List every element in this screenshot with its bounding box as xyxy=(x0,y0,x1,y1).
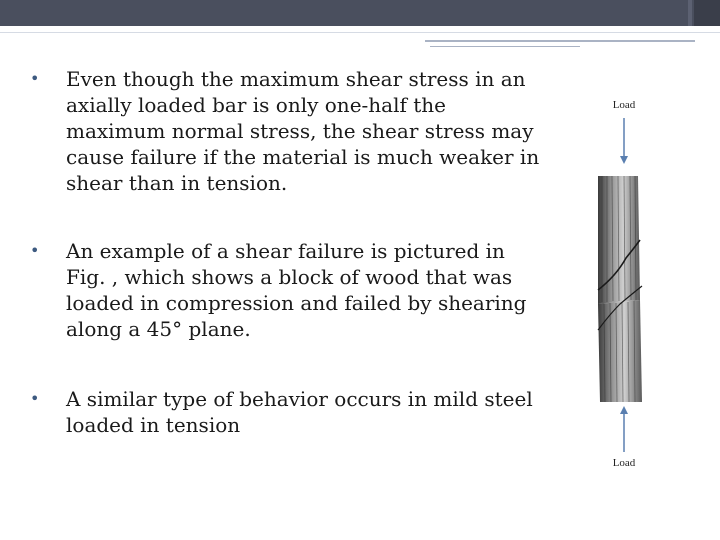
divider-accent-line xyxy=(425,40,695,42)
bullet-item xyxy=(30,386,550,438)
bullet-text: A similar type of behavior occurs in mild steel loaded in tension xyxy=(66,387,533,437)
bullet-item xyxy=(30,66,550,196)
title-bar-accent xyxy=(688,0,692,26)
bullet-icon: • xyxy=(30,389,40,408)
wood-block-figure xyxy=(580,90,680,480)
title-bar-corner xyxy=(694,0,720,26)
bullet-list xyxy=(30,66,550,438)
bullet-text: Even though the maximum shear stress in an axially loaded bar is only one-half the maximum normal stress, the shear stress may cause failure if the material is much weaker in shear than in tension. xyxy=(66,67,540,195)
divider-line xyxy=(0,32,720,33)
wood-block-icon xyxy=(598,176,642,402)
bullet-icon: • xyxy=(30,69,40,88)
arrow-down-head xyxy=(620,156,628,164)
load-label-top: Load xyxy=(612,99,636,111)
divider-accent-line-short xyxy=(430,46,580,47)
bullet-item xyxy=(30,238,550,342)
bullet-text: An example of a shear failure is pictured in Fig. , which shows a block of wood that was loaded in compression and failed by shearing along a 45° plane. xyxy=(66,239,527,341)
arrow-up-head xyxy=(620,406,628,414)
bullet-icon: • xyxy=(30,241,40,260)
title-bar xyxy=(0,0,720,26)
load-label-bottom: Load xyxy=(612,457,636,469)
